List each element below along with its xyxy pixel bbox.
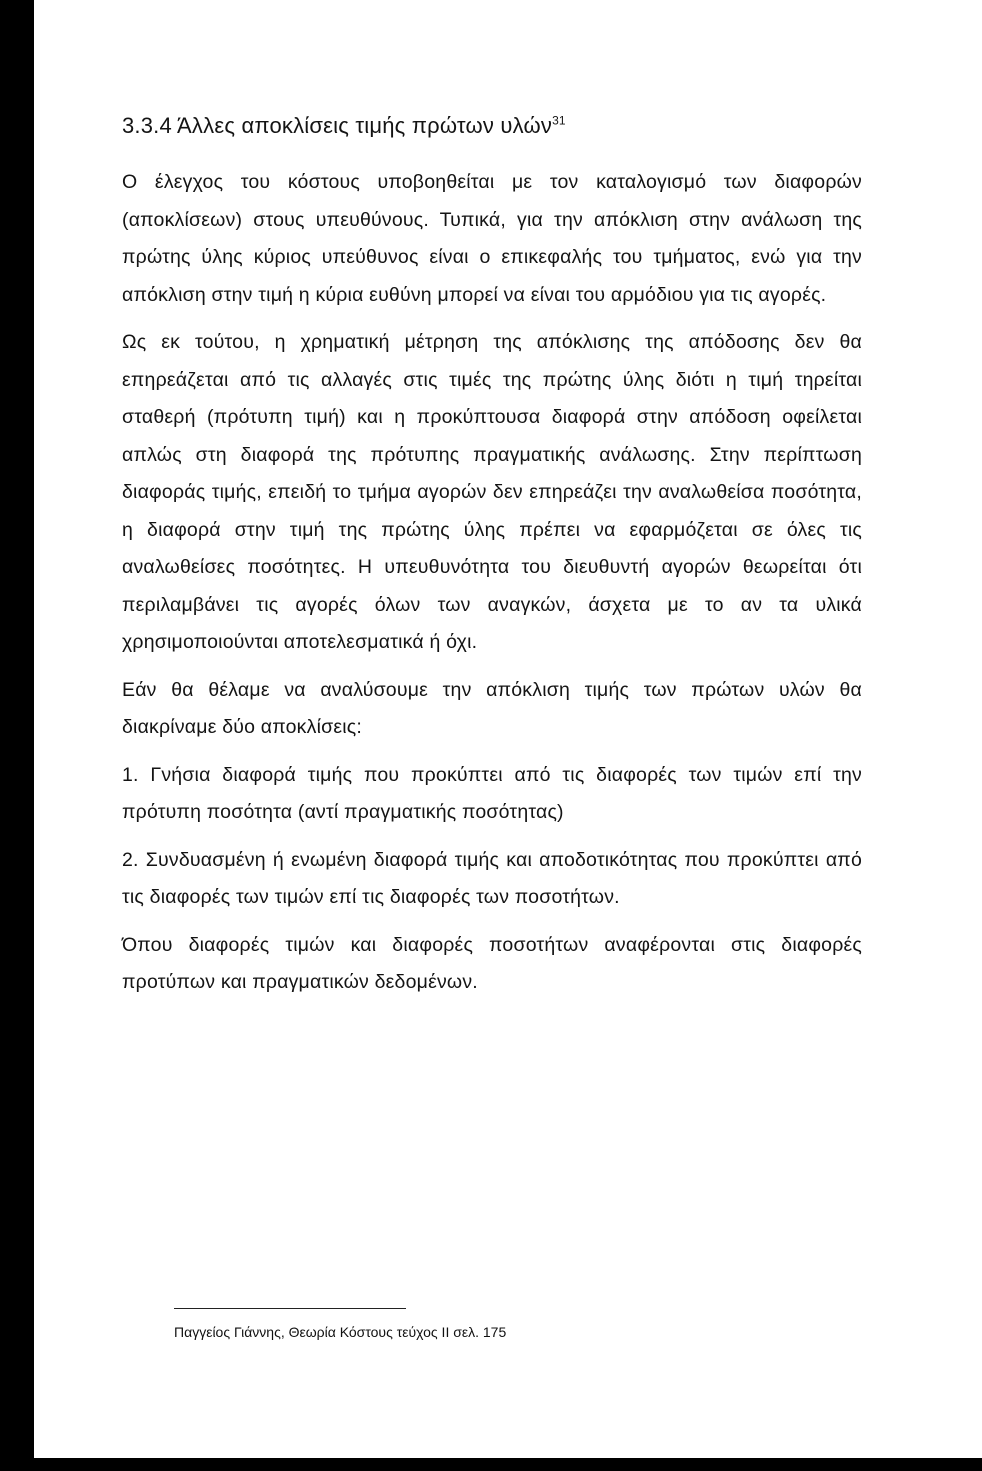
paragraph-measurement: Ως εκ τούτου, η χρηματική μέτρηση της απόκλισης της απόδοσης δεν θα επηρεάζεται από τις αλλαγές στις τιμές της πρώτης ύλης διότι η τιμή τηρείται σταθερή (πρότυπη τιμή) και η προκύπτουσα διαφορά στην απόδοση οφείλεται απλώς στη διαφορά της πρότυπης πραγματικής ανάλωσης. Στην περίπτωση διαφοράς τιμής, επειδή το τμήμα αγορών δεν επηρεάζει την αναλωθείσα ποσότητα, η διαφορά στην τιμή της πρώτης ύλης πρέπει να εφαρμόζεται σε όλες τις αναλωθείσες ποσότητες. Η υπευθυνότητα του διευθυντή αγορών θεωρείται ότι περιλαμβάνει τις αγορές όλων των αναγκών, άσχετα με το αν τα υλικά χρησιμοποιούνται αποτελεσματικά ή όχι. [122, 331, 862, 653]
footnote-divider [174, 1308, 406, 1309]
section-heading [122, 110, 862, 142]
document-page [34, 0, 982, 1458]
section-number: 3.3.4 [122, 113, 172, 138]
footnote-text: Παγγείος Γιάννης, Θεωρία Κόστους τεύχος ΙΙ σελ. 175 [174, 1324, 507, 1340]
footnote-reference: 31 [552, 113, 566, 128]
paragraph-closing: Όπου διαφορές τιμών και διαφορές ποσοτήτων αναφέρονται στις διαφορές προτύπων και πραγματικών δεδομένων. [122, 933, 862, 993]
section-title: Άλλες αποκλίσεις τιμής πρώτων υλών [177, 113, 553, 138]
paragraph-analysis-intro: Εάν θα θέλαμε να αναλύσουμε την απόκλιση τιμής των πρώτων υλών θα διακρίναμε δύο αποκλίσεις: [122, 678, 862, 738]
page-content [122, 110, 862, 1002]
paragraph-responsibility: Ο έλεγχος του κόστους υποβοηθείται με τον καταλογισμό των διαφορών (αποκλίσεων) στους υπευθύνους. Τυπικά, για την απόκλιση στην ανάλωση της πρώτης ύλης κύριος υπεύθυνος είναι ο επικεφαλής του τμήματος, ενώ για την απόκλιση στην τιμή η κύρια ευθύνη μπορεί να είναι του αρμόδιου για τις αγορές. [122, 171, 862, 306]
list-item-genuine-price-difference: 1. Γνήσια διαφορά τιμής που προκύπτει από τις διαφορές των τιμών επί την πρότυπη ποσότητα (αντί πραγματικής ποσότητας) [122, 763, 862, 823]
list-item-combined-difference: 2. Συνδυασμένη ή ενωμένη διαφορά τιμής και αποδοτικότητας που προκύπτει από τις διαφορές των τιμών επί τις διαφορές των ποσοτήτων. [122, 848, 862, 908]
